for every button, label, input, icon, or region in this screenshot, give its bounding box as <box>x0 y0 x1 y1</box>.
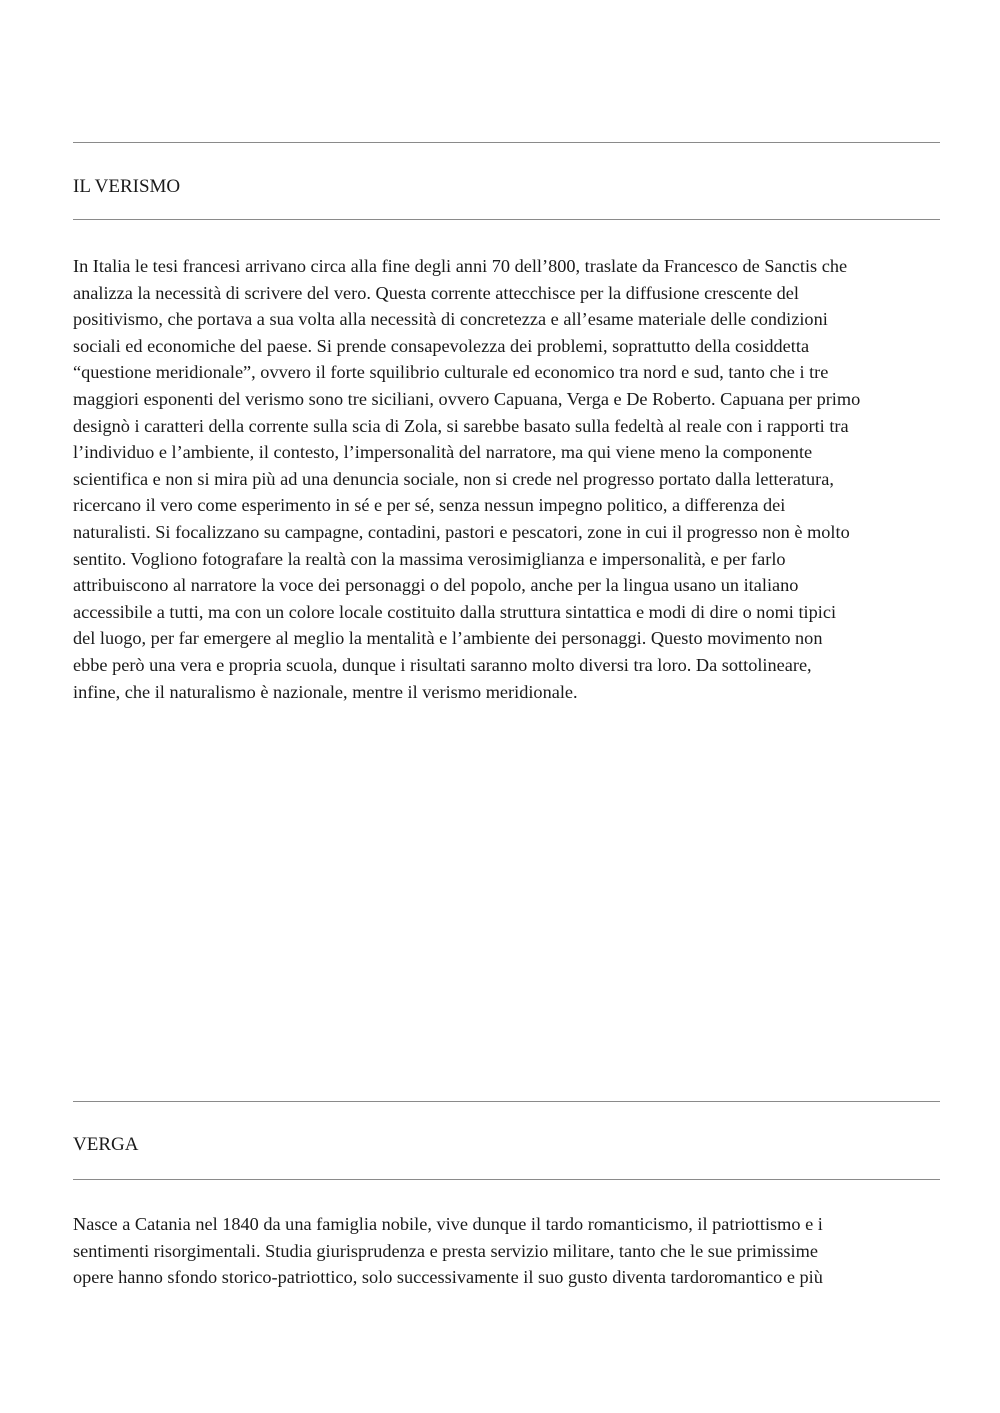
text-line: In Italia le tesi francesi arrivano circa alla fine degli anni 70 dell’800, traslate da Francesco de Sanctis che <box>73 256 848 276</box>
text-line: analizza la necessità di scrivere del vero. Questa corrente attecchisce per la diffusione crescente del <box>73 282 799 303</box>
text-line: sociali ed economiche del paese. Si prende consapevolezza dei problemi, soprattutto della cosiddetta <box>73 335 810 356</box>
section-bottom-rule <box>73 1179 940 1180</box>
text-line: del luogo, per far emergere al meglio la mentalità e l’ambiente dei personaggi. Questo movimento non <box>73 628 823 649</box>
text-line: ebbe però una vera e propria scuola, dunque i risultati saranno molto diversi tra loro. Da sottolineare, <box>73 654 812 675</box>
text-line: sentito. Vogliono fotografare la realtà con la massima verosimiglianza e impersonalità, e per farlo <box>73 548 786 569</box>
section-title: IL VERISMO <box>73 176 181 197</box>
section-body <box>73 1211 942 1291</box>
text-line: scientifica e non si mira più ad una denuncia sociale, non si crede nel progresso portato dalla letteratura, <box>73 468 834 489</box>
text-line: l’individuo e l’ambiente, il contesto, l’impersonalità del narratore, ma qui viene meno la componente <box>73 442 813 463</box>
text-line: attribuiscono al narratore la voce dei personaggi o del popolo, anche per la lingua usano un italiano <box>73 575 799 596</box>
text-line: accessibile a tutti, ma con un colore locale costituito dalla struttura sintattica e modi di dire o nomi tipici <box>73 601 837 622</box>
section-bottom-rule <box>73 219 940 220</box>
text-line: Nasce a Catania nel 1840 da una famiglia nobile, vive dunque il tardo romanticismo, il patriottismo e i <box>73 1214 823 1234</box>
text-line: designò i caratteri della corrente sulla scia di Zola, si sarebbe basato sulla fedeltà al reale con i rapporti tra <box>73 415 849 436</box>
section-body <box>73 253 942 705</box>
text-line: opere hanno sfondo storico-patriottico, solo successivamente il suo gusto diventa tardoromantico e più <box>73 1267 823 1288</box>
text-line: positivismo, che portava a sua volta alla necessità di concretezza e all’esame materiale delle condizioni <box>73 309 828 330</box>
text-line: infine, che il naturalismo è nazionale, mentre il verismo meridionale. <box>73 681 578 702</box>
section-top-rule <box>73 142 940 143</box>
text-line: maggiori esponenti del verismo sono tre siciliani, ovvero Capuana, Verga e De Roberto. Capuana per primo <box>73 388 861 409</box>
section-title: VERGA <box>73 1134 139 1155</box>
section-top-rule <box>73 1101 940 1102</box>
text-line: ricercano il vero come esperimento in sé e per sé, senza nessun impegno politico, a differenza dei <box>73 495 786 516</box>
text-line: naturalisti. Si focalizzano su campagne, contadini, pastori e pescatori, zone in cui il progresso non è molto <box>73 521 850 542</box>
text-line: “questione meridionale”, ovvero il forte squilibrio culturale ed economico tra nord e sud, tanto che i tre <box>73 362 829 383</box>
text-line: sentimenti risorgimentali. Studia giurisprudenza e presta servizio militare, tanto che le sue primissime <box>73 1240 818 1261</box>
